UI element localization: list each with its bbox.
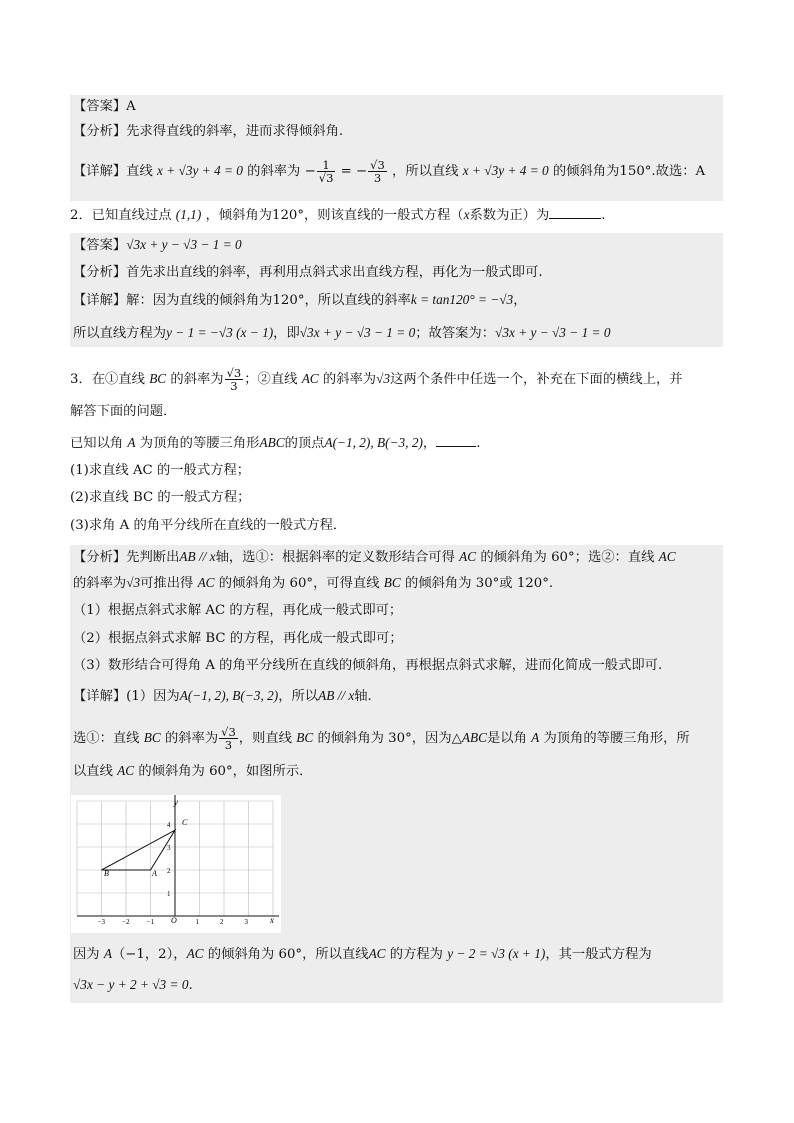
q3-choose-text-2: 的斜率为 (164, 731, 219, 746)
point-a-label: A (152, 869, 157, 878)
q2-stem-text-2: ，倾斜角为120°，则该直线的一般式方程（ (205, 208, 464, 223)
q2-detail-text-2: 所以直线方程为 (73, 326, 167, 341)
q3-analysis-ac-2: AC (658, 549, 676, 564)
q3-analysis-text-3: 的倾斜角为 60°；选②：直线 (480, 550, 655, 565)
q3-analysis-text: 【分析】先判断出 (73, 550, 180, 565)
q3-choose-text-8: 的倾斜角为 60°，如图所示． (138, 764, 313, 779)
x-tick-label: 2 (220, 918, 224, 926)
q3-choose-line-1 (73, 726, 690, 751)
q2-stem (70, 203, 723, 227)
q3-because-A: A (103, 946, 112, 961)
q3-analysis-point-2: （2）根据点斜式求解 BC 的方程，再化成一般式即可； (73, 631, 403, 646)
q3-analysis-text-4: 的斜率为 (73, 576, 127, 591)
q3-because-text-4: ，其一般式方程为 (545, 947, 652, 962)
q3-given-A: A (127, 435, 136, 450)
q3-because-text: 因为 (73, 947, 100, 962)
x-tick-label: −2 (122, 918, 130, 926)
q3-fraction: $\frac{√3}{3}$ (226, 366, 242, 393)
q2-detail-comma: ， (513, 293, 527, 308)
q3-choose-ac: AC (117, 763, 135, 778)
q2-detail-2 (73, 324, 611, 343)
q3-analysis-text-6: 的倾斜角为 60°，可得直线 (218, 576, 380, 591)
q2-stem-end: . (601, 208, 606, 223)
x-tick-label: −1 (146, 918, 154, 926)
q3-detail-text-2: ，所以 (278, 689, 319, 704)
q3-sqrt3: √3 (376, 371, 391, 386)
q3-analysis-ac-3: AC (197, 575, 215, 590)
q1-detail-prefix: 【详解】直线 (73, 164, 153, 179)
y-axis-label: y (174, 797, 178, 807)
q2-point: (1,1) (175, 207, 202, 222)
q3-choose-abc: ABC (461, 730, 487, 745)
q2-x: x (463, 207, 470, 222)
q3-choose-fraction: $\frac{√3}{3}$ (221, 725, 236, 752)
y-tick-label: 3 (167, 844, 171, 852)
q3-choose-bc: BC (143, 730, 161, 745)
q2-detail-text: 【详解】解：因为直线的倾斜角为120°，所以直线的斜率 (73, 293, 411, 308)
q3-detail-text-3: 轴. (354, 689, 372, 704)
q1-detail-end: 的倾斜角为150°.故选：A (552, 164, 706, 179)
q3-given-text-2: 为顶角的等腰三角形 (139, 436, 260, 451)
q2-stem-text: 2．已知直线过点 (70, 208, 172, 223)
q3-stem-text-2: 的斜率为 (170, 372, 224, 387)
q3-final-equation: √3x − y + 2 + √3 = 0 (73, 977, 189, 992)
q3-analysis-sqrt3: √3 (126, 575, 141, 590)
q3-because-ac-2: AC (368, 946, 386, 961)
q2-answer-label: 【答案】 (73, 238, 127, 253)
q3-choose-text: 选①：直线 (73, 731, 140, 746)
q2-analysis: 【分析】首先求出直线的斜率，再利用点斜式求出直线方程，再化为一般式即可. (73, 265, 543, 280)
q1-detail-text-2: ，所以直线 (392, 164, 459, 179)
q3-analysis-point-1: （1）根据点斜式求解 AC 的方程，再化成一般式即可； (73, 603, 403, 618)
q3-because-line (73, 945, 652, 964)
x-axis-label: x (270, 915, 274, 925)
q3-final-line (73, 976, 193, 995)
q3-choose-text-4: 的倾斜角为 30°，因为△ (317, 731, 462, 746)
q2-answer-equation: √3x + y − √3 − 1 = 0 (126, 237, 242, 252)
q3-solution-block (70, 545, 723, 1003)
q3-given-text: 已知以角 (70, 436, 124, 451)
q3-given-end: . (476, 436, 481, 451)
x-tick-label: 3 (244, 918, 248, 926)
q3-given-comma: ， (422, 436, 437, 451)
q3-sub-question-2: (2)求直线 BC 的一般式方程； (70, 490, 251, 505)
q2-stem-text-3: 系数为正）为 (469, 208, 550, 223)
q3-choose-bc-2: BC (296, 730, 314, 745)
q3-detail-points: A(−1, 2), B(−3, 2) (179, 688, 279, 703)
q3-analysis-text-2: 轴，选①：根据斜率的定义数形结合可得 (215, 550, 455, 565)
q3-because-point: （−1，2）， (111, 947, 187, 962)
q1-solution-block (70, 95, 723, 201)
q3-given-text-3: 的顶点 (284, 436, 325, 451)
q3-analysis-line-2 (73, 574, 553, 593)
q3-stem-text-5: 这两个条件中任选一个，补充在下面的横线上，并 (390, 372, 683, 387)
q3-analysis-text-7: 的倾斜角为 30°或 120°. (405, 576, 554, 591)
point-c-label: C (182, 818, 188, 827)
q1-answer: 【答案】A (73, 99, 136, 114)
q3-choose-text-7: 以直线 (73, 764, 113, 779)
q3-sub-question-3: (3)求角 A 的角平分线所在直线的一般式方程． (70, 518, 347, 533)
q3-stem-text-4: 的斜率为 (322, 372, 377, 387)
q3-choose-text-3: ，则直线 (238, 731, 292, 746)
q2-detail-text-3: ，即 (273, 326, 300, 341)
q3-analysis-point-3: （3）数形结合可得角 A 的角平分线所在直线的倾斜角，再根据点斜式求解，进而化简成一般式即可. (73, 658, 663, 673)
q3-stem-text: 3．在①直线 (70, 372, 145, 387)
q3-stem (70, 357, 723, 543)
q3-because-equation: y − 2 = √3 (x + 1) (447, 946, 546, 961)
q3-analysis-line-1 (73, 548, 676, 567)
y-tick-label: 2 (167, 867, 171, 875)
q3-stem-text-3: ；②直线 (244, 372, 298, 387)
y-tick-label: 1 (167, 890, 171, 898)
point-b-label: B (104, 869, 109, 878)
q3-choose-text-5: 是以角 (486, 731, 527, 746)
q3-analysis-ac: AC (459, 549, 477, 564)
q3-ac: AC (301, 371, 319, 386)
q3-sub-question-1: (1)求直线 AC 的一般式方程； (70, 463, 251, 478)
q2-final-eq: √3x + y − √3 − 1 = 0 (495, 325, 611, 340)
x-tick-label: −3 (97, 918, 105, 926)
q3-detail-text: 【详解】(1）因为 (73, 689, 180, 704)
q3-detail-ab-parallel-x: AB // x (318, 688, 355, 703)
q1-analysis: 【分析】先求得直线的斜率，进而求得倾斜角. (73, 124, 344, 139)
q3-condition-blank (436, 434, 476, 447)
q1-equation-2: x + √3y + 4 = 0 (462, 163, 549, 178)
q2-detail-1 (73, 291, 526, 310)
origin-label: O (171, 916, 177, 925)
x-tick-label: 1 (195, 918, 199, 926)
q3-detail-line-1 (73, 687, 372, 706)
q3-given (70, 434, 480, 453)
q3-given-points: A(−1, 2), B(−3, 2) (324, 435, 423, 450)
coordinate-figure (71, 795, 281, 933)
q1-fraction-2: $\frac{√3}{3}$ (370, 158, 385, 185)
q3-analysis-text-5: 可推出得 (140, 576, 194, 591)
q1-fraction-1: $\frac{1}{√3}$ (318, 158, 334, 185)
q3-analysis-bc: BC (383, 575, 401, 590)
q1-detail-text: 的斜率为 (247, 164, 301, 179)
q3-because-text-2: 的倾斜角为 60°，所以直线 (207, 947, 369, 962)
q3-choose-text-6: 为顶角的等腰三角形，所 (543, 731, 690, 746)
q3-because-ac: AC (186, 946, 204, 961)
q2-answer (73, 236, 242, 255)
q3-because-text-3: 的方程为 (389, 947, 443, 962)
q2-slope: k = tan120° = −√3 (410, 292, 514, 307)
q2-general-eq: √3x + y − √3 − 1 = 0 (299, 325, 416, 340)
q1-detail: 【详解】直线 x + √3y + 4 = 0 的斜率为 − $\frac{1}{√3}$ = − $\frac{√3}{3}$ ，所以直线 x + √3y + 4 = 0 的倾斜角为150°.故选：A (73, 158, 706, 185)
q2-detail-text-4: ；故答案为： (415, 326, 496, 341)
y-tick-label: 4 (167, 821, 171, 829)
q3-ab-parallel-x: AB // x (179, 549, 216, 564)
q3-choose-A: A (531, 730, 540, 745)
q3-given-abc: ABC (259, 435, 285, 450)
q3-stem-line-1 (70, 367, 683, 392)
q1-equation: x + √3y + 4 = 0 (157, 163, 243, 178)
q3-bc: BC (149, 371, 167, 386)
q3-choose-line-2 (73, 762, 312, 781)
q3-final-end: . (188, 978, 193, 993)
q2-point-slope-eq: y − 1 = −√3 (x − 1) (166, 325, 274, 340)
q2-answer-blank (549, 206, 601, 219)
q2-solution-block (70, 233, 723, 347)
q3-stem-line-2: 解答下面的问题． (70, 404, 177, 419)
